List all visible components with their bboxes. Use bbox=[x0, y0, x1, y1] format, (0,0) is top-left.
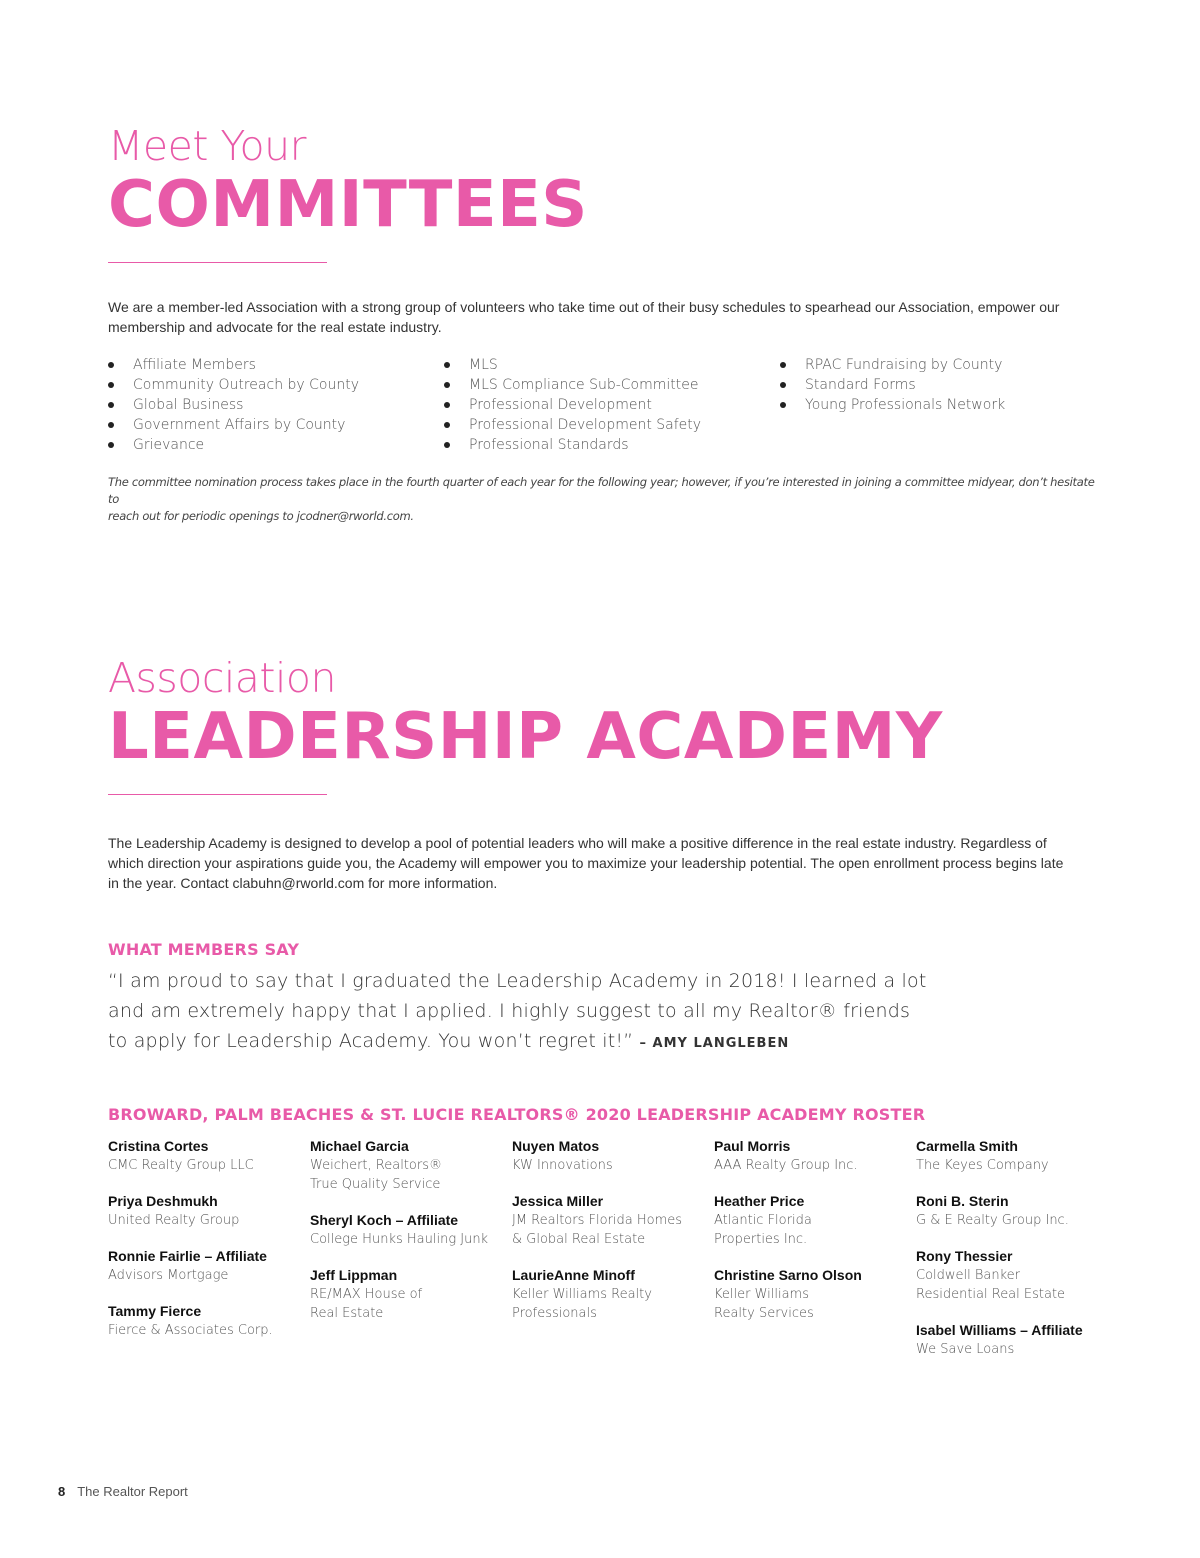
roster bbox=[108, 1137, 1118, 1377]
roster-entry bbox=[310, 1211, 510, 1249]
committees-note bbox=[108, 474, 1098, 525]
committees-intro bbox=[108, 297, 1093, 337]
committees-note-line: reach out for periodic openings to jcodner@rworld.com. bbox=[108, 509, 414, 523]
roster-company: RE/MAX House of bbox=[310, 1287, 423, 1302]
roster-entry bbox=[108, 1302, 308, 1340]
academy-intro bbox=[108, 833, 1093, 893]
roster-company: Keller Williams Realty bbox=[512, 1287, 652, 1302]
roster-entry bbox=[714, 1266, 914, 1323]
committee-item: Standard Forms bbox=[780, 375, 1005, 395]
roster-entry bbox=[310, 1266, 510, 1323]
committee-item: Young Professionals Network bbox=[780, 395, 1005, 415]
bullet-icon bbox=[444, 382, 450, 388]
testimonial-quote bbox=[108, 966, 1093, 1059]
bullet-icon bbox=[780, 382, 786, 388]
roster-company: Weichert, Realtors® bbox=[310, 1158, 442, 1173]
quote-line: “I am proud to say that I graduated the Leadership Academy in 2018! I learned a lot bbox=[108, 970, 927, 992]
roster-name: Ronnie Fairlie – Affiliate bbox=[108, 1248, 267, 1264]
roster-entry bbox=[108, 1137, 308, 1175]
quote-author: – AMY LANGLEBEN bbox=[639, 1036, 790, 1051]
committees-intro-line: membership and advocate for the real estate industry. bbox=[108, 319, 442, 335]
quote-text: to apply for Leadership Academy. You won’t regret it!” bbox=[108, 1030, 634, 1052]
committees-title: COMMITTEES bbox=[108, 168, 588, 242]
roster-name: Michael Garcia bbox=[310, 1138, 409, 1154]
committee-item: Professional Development Safety bbox=[444, 415, 701, 435]
roster-name: Carmella Smith bbox=[916, 1138, 1018, 1154]
bullet-icon bbox=[444, 422, 450, 428]
roster-entry bbox=[108, 1247, 308, 1285]
roster-entry bbox=[916, 1192, 1116, 1230]
committee-item: Government Affairs by County bbox=[108, 415, 359, 435]
roster-column-2 bbox=[310, 1137, 510, 1340]
roster-name: Sheryl Koch – Affiliate bbox=[310, 1212, 459, 1228]
roster-company: CMC Realty Group LLC bbox=[108, 1158, 254, 1173]
committee-item: Professional Standards bbox=[444, 435, 701, 455]
roster-entry bbox=[714, 1192, 914, 1249]
committee-item: MLS bbox=[444, 355, 701, 375]
roster-company: Properties Inc. bbox=[714, 1232, 808, 1247]
roster-title-wrap bbox=[108, 1105, 1108, 1125]
academy-subtitle: Association bbox=[108, 654, 336, 702]
academy-divider bbox=[108, 794, 327, 795]
committees-column-1 bbox=[108, 355, 359, 455]
committee-item: Community Outreach by County bbox=[108, 375, 359, 395]
roster-name: Christine Sarno Olson bbox=[714, 1267, 862, 1283]
roster-name: Tammy Fierce bbox=[108, 1303, 202, 1319]
roster-title: BROWARD, PALM BEACHES & ST. LUCIE REALTORS® 2020 LEADERSHIP ACADEMY ROSTER bbox=[108, 1105, 926, 1124]
publication-name: The Realtor Report bbox=[77, 1484, 188, 1499]
roster-company: KW Innovations bbox=[512, 1158, 613, 1173]
roster-entry bbox=[916, 1137, 1116, 1175]
roster-name: Jessica Miller bbox=[512, 1193, 604, 1209]
roster-company: Real Estate bbox=[310, 1306, 384, 1321]
roster-company: & Global Real Estate bbox=[512, 1232, 646, 1247]
bullet-icon bbox=[444, 362, 450, 368]
roster-company: AAA Realty Group Inc. bbox=[714, 1158, 858, 1173]
roster-company: Coldwell Banker bbox=[916, 1268, 1021, 1283]
roster-name: Heather Price bbox=[714, 1193, 805, 1209]
page-footer bbox=[58, 1484, 188, 1499]
bullet-icon bbox=[780, 402, 786, 408]
quote-line: and am extremely happy that I applied. I highly suggest to all my Realtor® friends bbox=[108, 1000, 911, 1022]
quote-line bbox=[108, 1026, 1093, 1059]
committees-divider bbox=[108, 262, 327, 263]
roster-name: Nuyen Matos bbox=[512, 1138, 600, 1154]
bullet-icon bbox=[108, 382, 114, 388]
roster-entry bbox=[916, 1321, 1116, 1359]
roster-entry bbox=[310, 1137, 510, 1194]
roster-company: Professionals bbox=[512, 1306, 597, 1321]
academy-intro-line: which direction your aspirations guide you, the Academy will empower you to maximize your leadership potential. The open enrollment process begins late bbox=[108, 855, 1064, 871]
bullet-icon bbox=[108, 442, 114, 448]
bullet-icon bbox=[444, 442, 450, 448]
roster-column-1 bbox=[108, 1137, 308, 1357]
roster-company: True Quality Service bbox=[310, 1177, 441, 1192]
committees-column-3 bbox=[780, 355, 1005, 415]
bullet-icon bbox=[108, 402, 114, 408]
roster-name: LaurieAnne Minoff bbox=[512, 1267, 635, 1283]
members-say bbox=[108, 940, 1093, 1059]
academy-section bbox=[108, 654, 1093, 893]
bullet-icon bbox=[108, 422, 114, 428]
members-say-label: WHAT MEMBERS SAY bbox=[108, 940, 300, 959]
roster-company: United Realty Group bbox=[108, 1213, 240, 1228]
roster-company: We Save Loans bbox=[916, 1342, 1015, 1357]
roster-company: Fierce & Associates Corp. bbox=[108, 1323, 273, 1338]
committees-column-2 bbox=[444, 355, 701, 455]
committees-note-line: The committee nomination process takes place in the fourth quarter of each year for the following year; however, if you’re interested in joining a committee midyear, don’t hesitate to bbox=[108, 475, 1095, 506]
roster-entry bbox=[108, 1192, 308, 1230]
roster-entry bbox=[714, 1137, 914, 1175]
roster-company: Keller Williams bbox=[714, 1287, 809, 1302]
committee-item: RPAC Fundraising by County bbox=[780, 355, 1005, 375]
roster-name: Isabel Williams – Affiliate bbox=[916, 1322, 1083, 1338]
roster-name: Roni B. Sterin bbox=[916, 1193, 1009, 1209]
roster-entry bbox=[512, 1266, 712, 1323]
roster-column-4 bbox=[714, 1137, 914, 1340]
page-number: 8 bbox=[58, 1484, 66, 1499]
roster-company: College Hunks Hauling Junk bbox=[310, 1232, 489, 1247]
roster-entry bbox=[916, 1247, 1116, 1304]
roster-name: Priya Deshmukh bbox=[108, 1193, 218, 1209]
roster-company: G & E Realty Group Inc. bbox=[916, 1213, 1069, 1228]
roster-company: Atlantic Florida bbox=[714, 1213, 812, 1228]
committees-list bbox=[108, 355, 1093, 465]
roster-name: Cristina Cortes bbox=[108, 1138, 209, 1154]
roster-company: Residential Real Estate bbox=[916, 1287, 1066, 1302]
roster-company: Realty Services bbox=[714, 1306, 814, 1321]
bullet-icon bbox=[780, 362, 786, 368]
bullet-icon bbox=[108, 362, 114, 368]
roster-column-3 bbox=[512, 1137, 712, 1340]
roster-company: The Keyes Company bbox=[916, 1158, 1049, 1173]
roster-name: Paul Morris bbox=[714, 1138, 791, 1154]
academy-intro-line: The Leadership Academy is designed to develop a pool of potential leaders who will make a positive difference in the real estate industry. Regardless of bbox=[108, 835, 1047, 851]
committee-item: Global Business bbox=[108, 395, 359, 415]
academy-intro-line: in the year. Contact clabuhn@rworld.com for more information. bbox=[108, 875, 498, 891]
committee-item: Grievance bbox=[108, 435, 359, 455]
committees-subtitle: Meet Your bbox=[108, 122, 306, 170]
committee-item: MLS Compliance Sub-Committee bbox=[444, 375, 701, 395]
roster-name: Rony Thessier bbox=[916, 1248, 1013, 1264]
roster-entry bbox=[512, 1137, 712, 1175]
bullet-icon bbox=[444, 402, 450, 408]
roster-entry bbox=[512, 1192, 712, 1249]
academy-title: LEADERSHIP ACADEMY bbox=[108, 700, 943, 774]
committees-section bbox=[108, 122, 1093, 337]
roster-company: Advisors Mortgage bbox=[108, 1268, 229, 1283]
committee-item: Affiliate Members bbox=[108, 355, 359, 375]
roster-name: Jeff Lippman bbox=[310, 1267, 398, 1283]
committees-intro-line: We are a member-led Association with a strong group of volunteers who take time out of their busy schedules to spearhead our Association, empower our bbox=[108, 299, 1060, 315]
roster-column-5 bbox=[916, 1137, 1116, 1376]
roster-company: JM Realtors Florida Homes bbox=[512, 1213, 683, 1228]
committee-item: Professional Development bbox=[444, 395, 701, 415]
